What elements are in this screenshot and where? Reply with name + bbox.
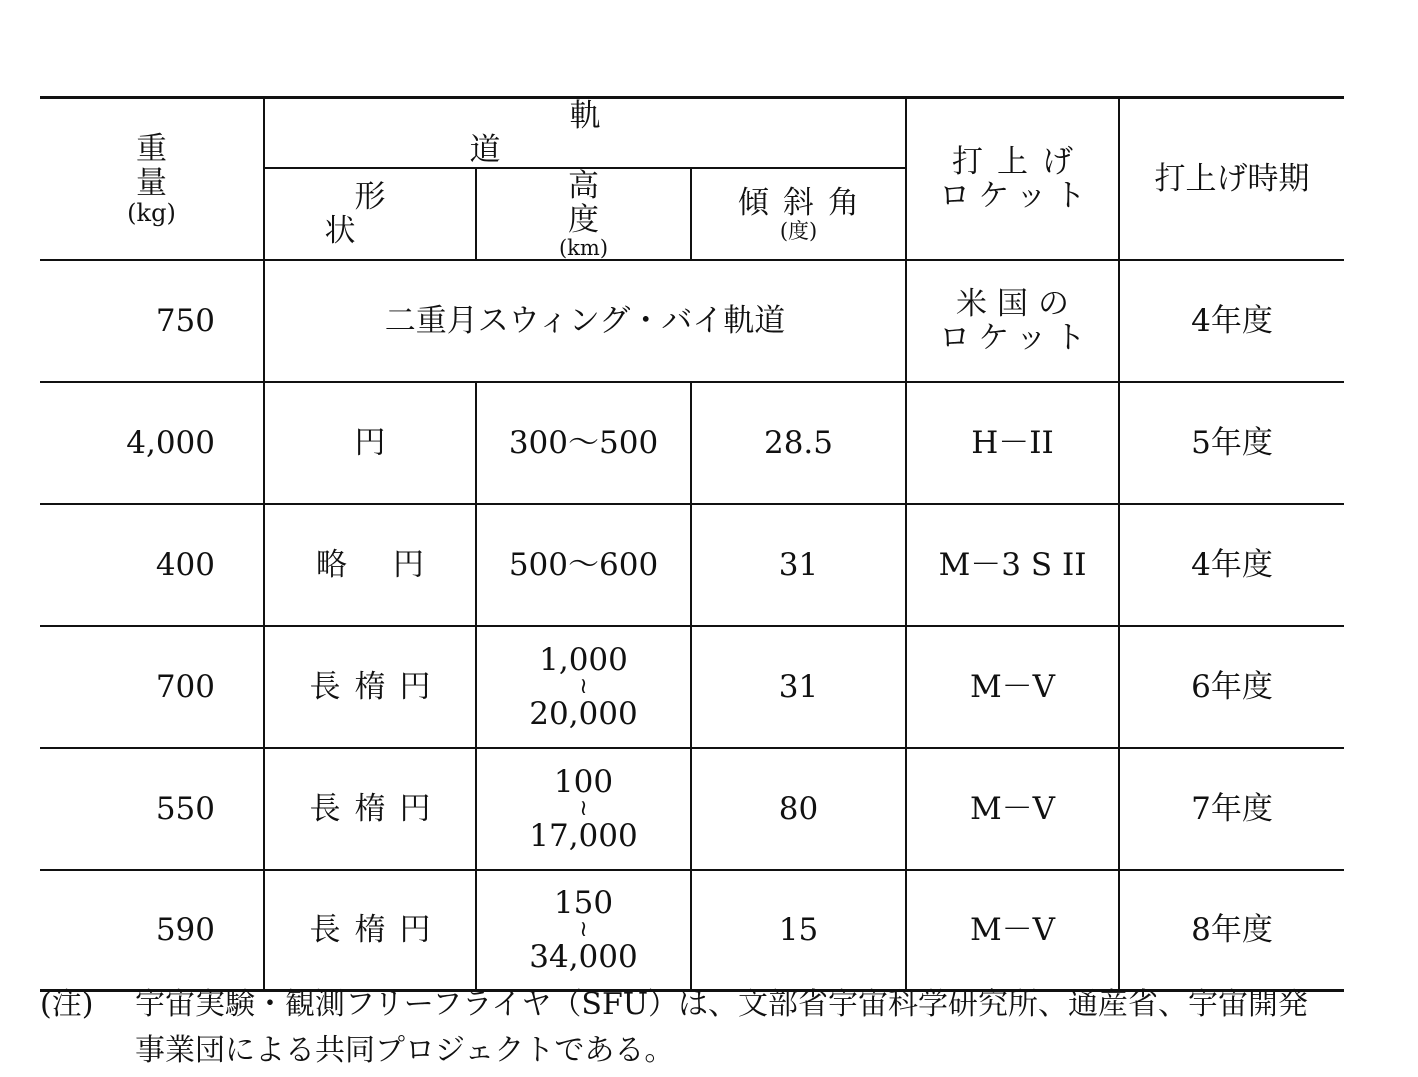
cell-altitude: 500～600 — [476, 504, 691, 626]
cell-inclination: 15 — [691, 870, 906, 990]
header-inclination-label: 傾斜角 — [738, 185, 873, 221]
cell-altitude-to: 20,000 — [529, 696, 638, 732]
cell-inclination: 31 — [691, 504, 906, 626]
header-altitude-label: 高度 — [568, 168, 659, 238]
range-mark: ≀ — [579, 796, 588, 821]
header-weight — [40, 98, 290, 261]
cell-weight: 550 — [40, 748, 264, 870]
cell-shape — [264, 626, 476, 748]
header-shape — [264, 168, 476, 260]
cell-altitude-from: 1,000 — [539, 642, 628, 678]
table-row — [40, 870, 1344, 990]
satellite-table — [40, 96, 1344, 992]
table-row — [40, 504, 1344, 626]
header-row-1 — [40, 98, 1344, 169]
cell-altitude — [476, 748, 691, 870]
cell-altitude — [476, 870, 691, 990]
cell-shape-label: 長楕円 — [309, 911, 445, 948]
header-rocket-line2: ロケット — [939, 178, 1094, 214]
table-row — [40, 626, 1344, 748]
footnote-label: (注) — [40, 987, 94, 1022]
header-altitude-unit: (km) — [558, 236, 609, 260]
cell-weight: 4,000 — [40, 382, 264, 504]
cell-altitude: 300～500 — [476, 382, 691, 504]
cell-shape: 円 — [264, 382, 476, 504]
table-row — [40, 260, 1344, 382]
cell-rocket: M－V — [906, 748, 1119, 870]
cell-altitude — [476, 626, 691, 748]
header-altitude — [476, 168, 691, 260]
range-mark: ≀ — [579, 674, 588, 699]
header-weight-label: 重 量 — [136, 131, 290, 201]
cell-launch: 5年度 — [1119, 382, 1344, 504]
cell-inclination: 80 — [691, 748, 906, 870]
cell-altitude-from: 100 — [553, 764, 614, 800]
cell-weight: 750 — [40, 260, 264, 382]
header-orbit — [264, 98, 906, 169]
cell-inclination: 28.5 — [691, 382, 906, 504]
cell-launch: 4年度 — [1119, 260, 1344, 382]
cell-rocket-line2: ロケット — [939, 320, 1094, 356]
header-inclination-unit: (度) — [779, 219, 818, 243]
cell-rocket: M－V — [906, 870, 1119, 990]
cell-shape-label: 長楕円 — [309, 669, 445, 705]
cell-rocket: H－II — [906, 382, 1119, 504]
header-rocket — [906, 98, 1119, 261]
cell-weight: 590 — [40, 870, 264, 990]
header-orbit-label: 軌道 — [469, 98, 801, 168]
footnote-text: 宇宙実験・観測フリーフライヤ（SFU）は、文部省宇宙科学研究所、通産省、宇宙開発事業団による共同プロジェクトである。 — [135, 987, 1309, 1068]
cell-inclination: 31 — [691, 626, 906, 748]
header-shape-label: 形状 — [324, 179, 446, 249]
cell-launch: 7年度 — [1119, 748, 1344, 870]
cell-altitude-from: 150 — [553, 884, 614, 921]
cell-orbit-merged: 二重月スウィング・バイ軌道 — [264, 260, 906, 382]
header-inclination — [691, 168, 906, 260]
cell-launch: 6年度 — [1119, 626, 1344, 748]
cell-launch: 8年度 — [1119, 870, 1344, 990]
cell-weight: 400 — [40, 504, 264, 626]
cell-rocket-line1: 米国の — [956, 286, 1080, 322]
cell-shape — [264, 504, 476, 626]
range-mark: ≀ — [579, 916, 588, 942]
cell-rocket — [906, 260, 1119, 382]
cell-shape — [264, 748, 476, 870]
cell-launch: 4年度 — [1119, 504, 1344, 626]
cell-shape-label: 略円 — [316, 547, 470, 583]
cell-weight: 700 — [40, 626, 264, 748]
cell-altitude-to: 17,000 — [529, 818, 638, 854]
table-row — [40, 382, 1344, 504]
cell-altitude-to: 34,000 — [529, 938, 638, 975]
cell-rocket: M－3 S II — [906, 504, 1119, 626]
header-rocket-line1: 打上げ — [952, 144, 1088, 180]
cell-shape-label: 長楕円 — [309, 791, 445, 827]
header-launch-date-label: 打上げ時期 — [1154, 161, 1310, 197]
header-weight-unit: (kg) — [127, 199, 176, 227]
table-row — [40, 748, 1344, 870]
cell-shape — [264, 870, 476, 990]
header-launch-date — [1119, 98, 1344, 261]
cell-rocket: M－V — [906, 626, 1119, 748]
